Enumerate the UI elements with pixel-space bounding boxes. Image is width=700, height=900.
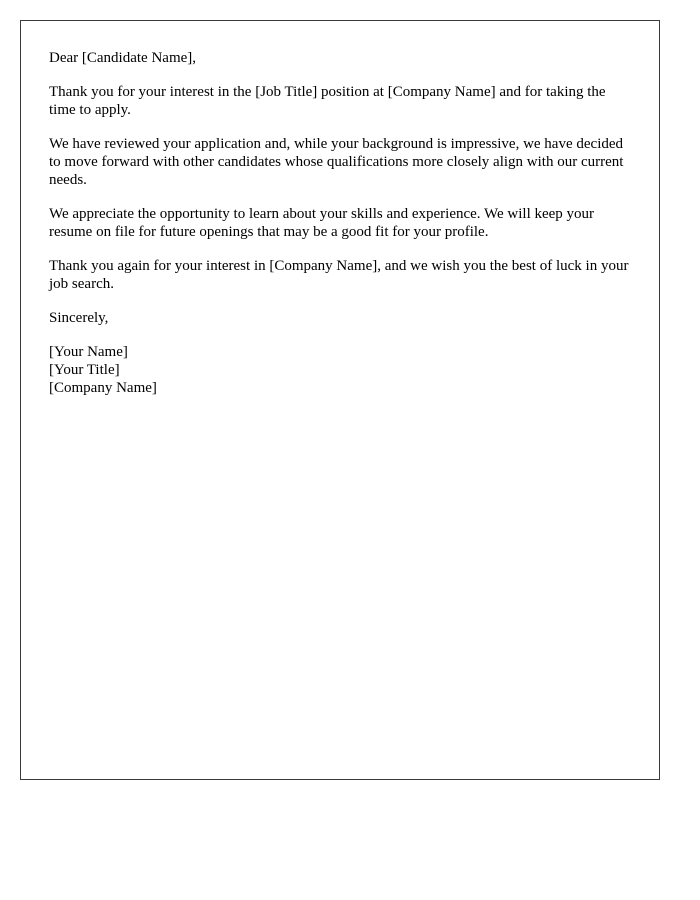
paragraph-thanks: Thank you for your interest in the [Job Title] position at [Company Name] and for taking the time to apply. [49, 84, 606, 118]
signature-block [49, 343, 631, 397]
letter-page [20, 20, 660, 780]
signature-company: [Company Name] [49, 380, 157, 396]
signature-title: [Your Title] [49, 362, 120, 378]
salutation: Dear [Candidate Name], [49, 50, 197, 66]
paragraph-good-luck: Thank you again for your interest in [Company Name], and we wish you the best of luck in your job search. [49, 258, 629, 292]
signature-name: [Your Name] [49, 344, 128, 360]
closing: Sincerely, [49, 310, 109, 326]
paragraph-resume-on-file: We appreciate the opportunity to learn about your skills and experience. We will keep your resume on file for future openings that may be a good fit for your profile. [49, 206, 595, 240]
paragraph-decision: We have reviewed your application and, while your background is impressive, we have decided to move forward with other candidates whose qualifications more closely align with our current needs. [49, 136, 624, 188]
